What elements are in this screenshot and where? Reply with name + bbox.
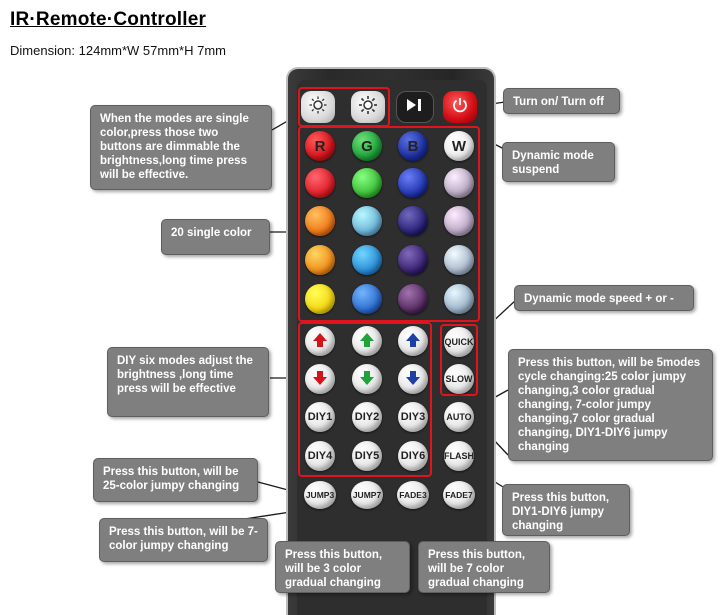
- callout-auto: Press this button, will be 5modes cycle changing:25 color jumpy changing,3 color gradual changing, 7-color jumpy changing,7 color gradual changing, DIY1-DIY6 jumpy changing: [508, 349, 713, 461]
- color-button[interactable]: [352, 206, 382, 236]
- auto-label: AUTO: [446, 412, 472, 422]
- page-title: IR·Remote·Controller: [10, 9, 207, 30]
- red-button[interactable]: R: [305, 131, 335, 161]
- flash-button[interactable]: [444, 441, 474, 471]
- jump3-button[interactable]: [304, 481, 336, 509]
- callout-dynamic-suspend: Dynamic mode suspend: [502, 142, 615, 182]
- jump3-label: JUMP3: [305, 490, 335, 500]
- jump7-button[interactable]: [351, 481, 383, 509]
- color-button[interactable]: [305, 245, 335, 275]
- slow-label: SLOW: [445, 374, 473, 384]
- color-button[interactable]: [398, 206, 428, 236]
- fade7-button[interactable]: [443, 481, 475, 509]
- green-button[interactable]: G: [352, 131, 382, 161]
- arrow-button[interactable]: [305, 326, 335, 356]
- callout-diy-adjust: DIY six modes adjust the brightness ,long time press will be effective: [107, 347, 269, 417]
- color-button[interactable]: [305, 206, 335, 236]
- callout-fade3: Press this button, will be 3 color gradual changing: [275, 541, 410, 593]
- jump7-label: JUMP7: [352, 490, 382, 500]
- brightness-group-frame: [298, 87, 390, 127]
- diy-button-label: DIY6: [400, 450, 426, 462]
- arrow-button[interactable]: [398, 326, 428, 356]
- diy-button-label: DIY2: [354, 411, 380, 423]
- color-button[interactable]: [444, 206, 474, 236]
- diy-button[interactable]: [352, 441, 382, 471]
- dimension-text: Dimension: 124mm*W 57mm*H 7mm: [10, 43, 226, 58]
- diy-button[interactable]: [398, 402, 428, 432]
- play-pause-button[interactable]: [396, 91, 434, 123]
- slow-button[interactable]: [444, 364, 474, 394]
- power-icon: [451, 96, 469, 119]
- diy-button-label: DIY5: [354, 450, 380, 462]
- color-button[interactable]: [352, 245, 382, 275]
- arrow-button[interactable]: [352, 364, 382, 394]
- quick-label: QUICK: [444, 337, 474, 347]
- callout-jump7: Press this button, will be 7-color jumpy changing: [99, 518, 268, 562]
- arrow-button[interactable]: [352, 326, 382, 356]
- auto-button[interactable]: [444, 402, 474, 432]
- arrow-button[interactable]: [305, 364, 335, 394]
- callout-flash: Press this button, DIY1-DIY6 jumpy changing: [502, 484, 630, 536]
- green-up-arrow-icon: [358, 331, 376, 352]
- flash-label: FLASH: [444, 451, 474, 461]
- diy-button-label: DIY3: [400, 411, 426, 423]
- red-up-arrow-icon: [311, 331, 329, 352]
- color-button[interactable]: [352, 284, 382, 314]
- color-button[interactable]: [398, 284, 428, 314]
- color-button[interactable]: [305, 168, 335, 198]
- quick-button[interactable]: [444, 327, 474, 357]
- diy-button[interactable]: [352, 402, 382, 432]
- color-button[interactable]: [398, 168, 428, 198]
- color-button[interactable]: [305, 284, 335, 314]
- diy-button[interactable]: [398, 441, 428, 471]
- callout-power: Turn on/ Turn off: [503, 88, 620, 114]
- power-button[interactable]: [443, 91, 477, 123]
- callout-brightness: When the modes are single color,press those two buttons are dimmable the brightness,long time press will be effective.: [90, 105, 272, 190]
- callout-speed: Dynamic mode speed + or -: [514, 285, 694, 311]
- color-button[interactable]: [444, 168, 474, 198]
- green-down-arrow-icon: [358, 369, 376, 390]
- diy-button[interactable]: [305, 402, 335, 432]
- callout-fade7: Press this button, will be 7 color gradual changing: [418, 541, 550, 593]
- color-button[interactable]: [444, 284, 474, 314]
- blue-down-arrow-icon: [404, 369, 422, 390]
- callout-jump3: Press this button, will be 25-color jumpy changing: [93, 458, 258, 502]
- color-button[interactable]: [398, 245, 428, 275]
- red-down-arrow-icon: [311, 369, 329, 390]
- white-button[interactable]: W: [444, 131, 474, 161]
- fade3-label: FADE3: [399, 490, 427, 500]
- arrow-button[interactable]: [398, 364, 428, 394]
- play-pause-icon: [404, 97, 426, 118]
- diy-button-label: DIY1: [307, 411, 333, 423]
- color-button[interactable]: [444, 245, 474, 275]
- color-button[interactable]: [352, 168, 382, 198]
- diy-button[interactable]: [305, 441, 335, 471]
- fade3-button[interactable]: [397, 481, 429, 509]
- callout-single-color: 20 single color: [161, 219, 270, 255]
- fade7-label: FADE7: [445, 490, 473, 500]
- blue-up-arrow-icon: [404, 331, 422, 352]
- blue-button[interactable]: B: [398, 131, 428, 161]
- diy-button-label: DIY4: [307, 450, 333, 462]
